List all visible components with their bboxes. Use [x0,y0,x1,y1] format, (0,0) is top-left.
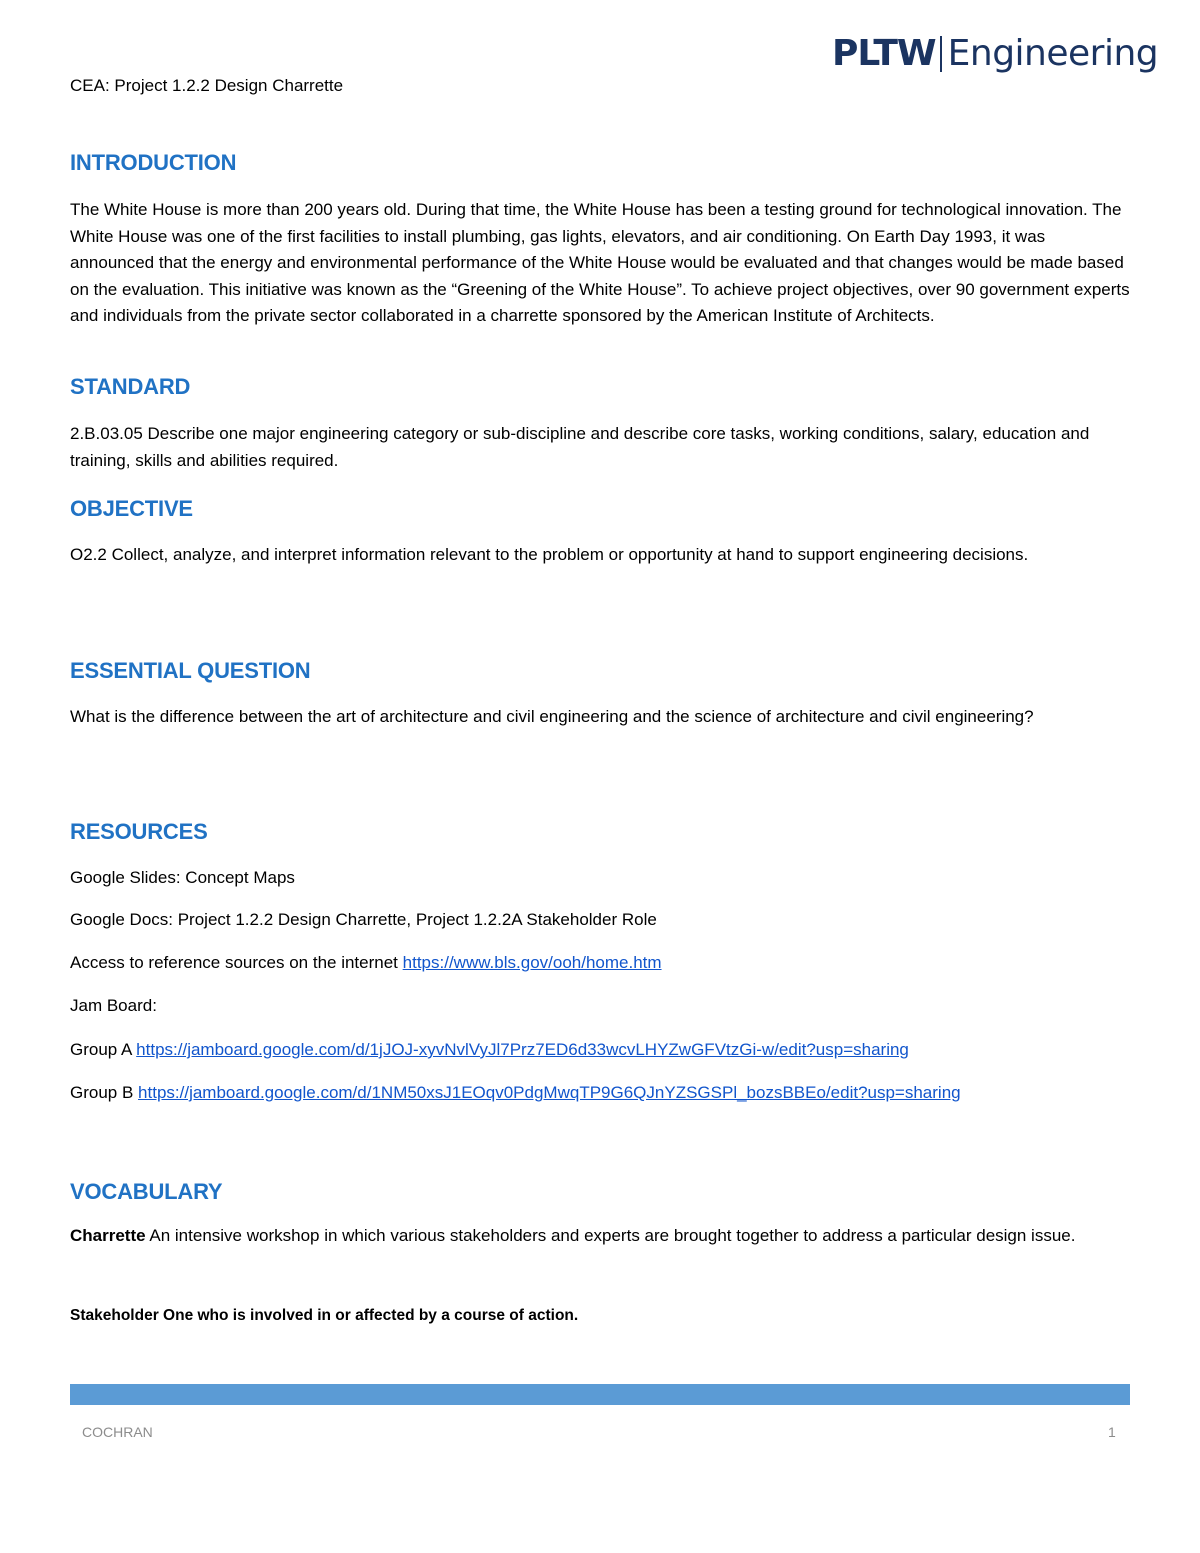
stakeholder-definition: One who is involved in or affected by a course of action. [163,1307,579,1324]
resource-reference [70,951,662,975]
introduction-heading: INTRODUCTION [70,150,237,175]
group-b-label: Group B [70,1083,134,1102]
resource-google-slides: Google Slides: Concept Maps [70,868,295,887]
vocab-stakeholder [70,1304,578,1328]
resource-group-a [70,1038,909,1062]
objective-heading: OBJECTIVE [70,496,193,521]
reference-label: Access to reference sources on the internet [70,953,398,972]
pltw-engineering-logo [832,30,1158,78]
footer-bar [70,1384,1130,1405]
essential-question-heading: ESSENTIAL QUESTION [70,658,311,683]
page-number: 1 [1108,1424,1116,1440]
essential-question-text: What is the difference between the art of architecture and civil engineering and the science of architecture and civil engineering? [70,707,1034,726]
standard-heading: STANDARD [70,374,191,399]
objective-text: O2.2 Collect, analyze, and interpret information relevant to the problem or opportunity at hand to support engineering decisions. [70,545,1029,564]
group-b-jamboard-link[interactable]: https://jamboard.google.com/d/1NM50xsJ1EOqv0PdgMwqTP9G6QJnYZSGSPl_bozsBBEo/edit?usp=sharing [138,1083,961,1102]
bls-link[interactable]: https://www.bls.gov/ooh/home.htm [402,953,662,972]
document-title: CEA: Project 1.2.2 Design Charrette [70,76,344,95]
resource-google-docs: Google Docs: Project 1.2.2 Design Charrette, Project 1.2.2A Stakeholder Role [70,910,657,929]
vocabulary-heading: VOCABULARY [70,1179,223,1204]
standard-text: 2.B.03.05 Describe one major engineering category or sub-discipline and describe core tasks, working conditions, salary, education and training, skills and abilities required. [70,424,1090,470]
vocab-charrette [70,1223,1130,1250]
group-a-label: Group A [70,1040,132,1059]
logo-brand: PLTW [832,33,936,74]
logo-product: Engineering [947,33,1159,74]
introduction-text: The White House is more than 200 years old. During that time, the White House has been a testing ground for technological innovation. The White House was one of the first facilities to install plumbing, gas lights, elevators, and air conditioning. On Earth Day 1993, it was announced that the energy and environmental performance of the White House would be evaluated and that changes would be made based on the evaluation. This initiative was known as the “Greening of the White House”. To achieve project objectives, over 90 government experts and individuals from the private sector collaborated in a charrette sponsored by the American Institute of Architects. [70,200,1130,325]
jam-board-label: Jam Board: [70,996,157,1015]
charrette-term: Charrette [70,1226,146,1245]
charrette-definition: An intensive workshop in which various stakeholders and experts are brought together to address a particular design issue. [149,1226,1076,1245]
logo-separator [940,36,942,72]
footer-author: COCHRAN [82,1424,153,1440]
resource-group-b [70,1081,961,1105]
stakeholder-term: Stakeholder [70,1307,159,1324]
group-a-jamboard-link[interactable]: https://jamboard.google.com/d/1jJOJ-xyvNvlVyJl7Prz7ED6d33wcvLHYZwGFVtzGi-w/edit?usp=sharing [136,1040,909,1059]
resources-heading: RESOURCES [70,819,208,844]
